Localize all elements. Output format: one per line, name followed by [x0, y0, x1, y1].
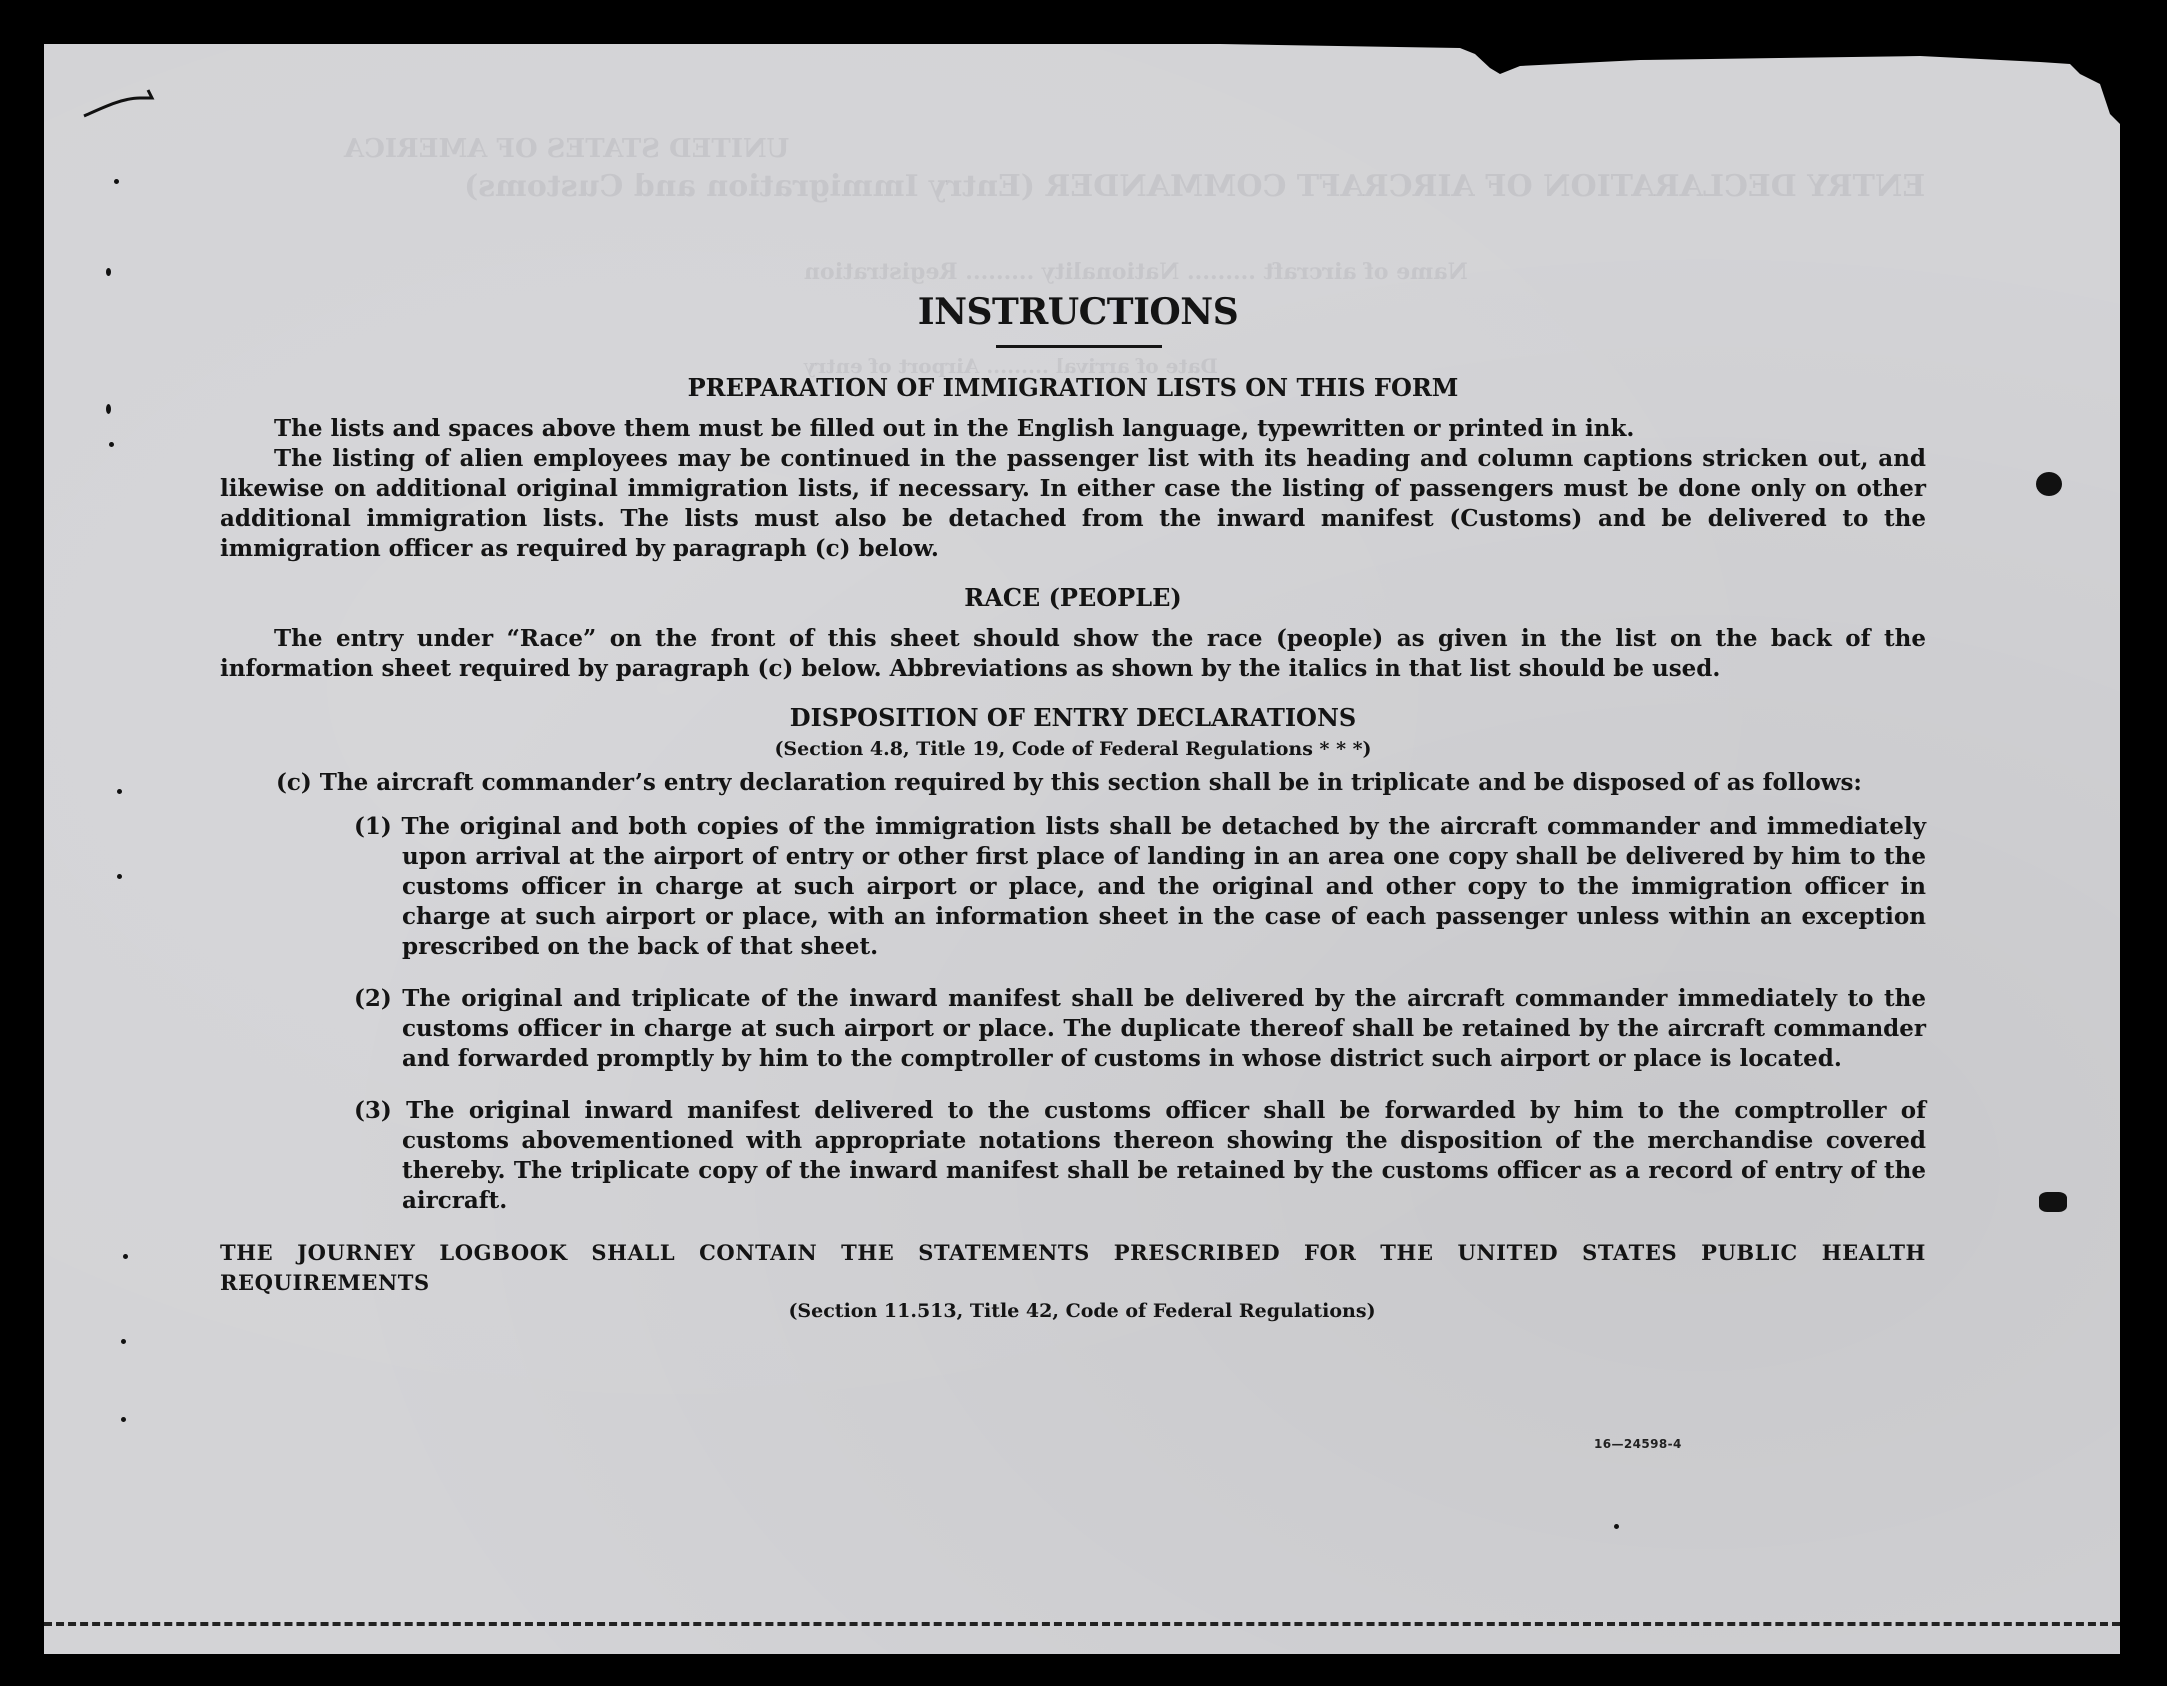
list-item: (2) The original and triplicate of the inward manifest shall be delivered by the aircraft commander immediately to the customs officer in charge at such airport or place. The duplicate thereof shall be retained by the aircraft commander and forwarded promptly by him to the comptroller of customs in whose district such airport or place is located.	[354, 985, 1926, 1072]
ink-blot	[2039, 1192, 2067, 1212]
perforation-line	[44, 1622, 2120, 1626]
section-heading-race: RACE (PEOPLE)	[964, 583, 1182, 612]
paragraph: The listing of alien employees may be continued in the passenger list with its heading and column captions stricken out, and likewise on additional original immigration lists, if necessary. In either case the listing of passengers must be done only on other additional immigration lists. The lists must also be detached from the inward manifest (Customs) and be delivered to the immigration officer as required by paragraph (c) below.	[220, 445, 1926, 562]
document-sheet	[44, 44, 2120, 1654]
pen-mark	[82, 64, 162, 124]
ink-blot	[2036, 472, 2062, 496]
dust-speck	[117, 874, 122, 879]
dust-speck	[106, 404, 111, 414]
bleed-through-text: Name of aircraft ......... Nationality ......... Registration	[804, 259, 1468, 285]
bleed-through-text: ENTRY DECLARATION OF AIRCRAFT COMMANDER (Entry Immigration and Customs)	[464, 169, 1926, 204]
list-item: (3) The original inward manifest delivered to the customs officer shall be forwarded by him to the comptroller of customs abovementioned with appropriate notations thereon showing the disposition of the merchandise covered thereby. The triplicate copy of the inward manifest shall be retained by the customs officer as a record of entry of the aircraft.	[354, 1097, 1926, 1214]
dust-speck	[1614, 1524, 1619, 1529]
regulation-citation: (Section 4.8, Title 19, Code of Federal Regulations * * *)	[774, 738, 1372, 760]
section-heading-preparation: PREPARATION OF IMMIGRATION LISTS ON THIS FORM	[687, 373, 1459, 402]
dust-speck	[121, 1417, 126, 1422]
paragraph: The lists and spaces above them must be filled out in the English language, typewritten or printed in ink.	[274, 415, 1635, 442]
page-title: INSTRUCTIONS	[917, 291, 1239, 333]
title-underline	[996, 345, 1162, 348]
section-heading-disposition: DISPOSITION OF ENTRY DECLARATIONS	[789, 703, 1357, 732]
dust-speck	[109, 442, 114, 447]
dust-speck	[123, 1254, 128, 1259]
list-item: (1) The original and both copies of the immigration lists shall be detached by the aircraft commander and immediately upon arrival at the airport of entry or other first place of landing in an area one copy shall be delivered by him to the customs officer in charge at such airport or place, and the original and other copy to the immigration officer in charge at such airport or place, with an information sheet in the case of each passenger unless within an exception prescribed on the back of that sheet.	[354, 813, 1926, 960]
instructions-body	[220, 289, 1926, 1324]
dust-speck	[106, 268, 111, 276]
dust-speck	[117, 789, 122, 794]
bleed-through-text: UNITED STATES OF AMERICA	[344, 134, 790, 164]
torn-edge	[1220, 44, 2120, 124]
paragraph-c: (c) The aircraft commander’s entry declaration required by this section shall be in triplicate and be disposed of as follows:	[276, 769, 1862, 796]
form-number: 16—24598-4	[1594, 1437, 1682, 1451]
paragraph: The entry under “Race” on the front of this sheet should show the race (people) as given in the list on the back of the information sheet required by paragraph (c) below. Abbreviations as shown by the italics in that list should be used.	[220, 625, 1926, 682]
health-requirements-statement: THE JOURNEY LOGBOOK SHALL CONTAIN THE STATEMENTS PRESCRIBED FOR THE UNITED STATES PUBLIC HEALTH REQUIREMENTS	[220, 1240, 1926, 1295]
health-regulation-citation: (Section 11.513, Title 42, Code of Federal Regulations)	[788, 1300, 1376, 1322]
bleed-through-text: Date of arrival ......... Airport of entry	[804, 354, 1218, 378]
dust-speck	[121, 1339, 126, 1344]
dust-speck	[114, 179, 119, 184]
